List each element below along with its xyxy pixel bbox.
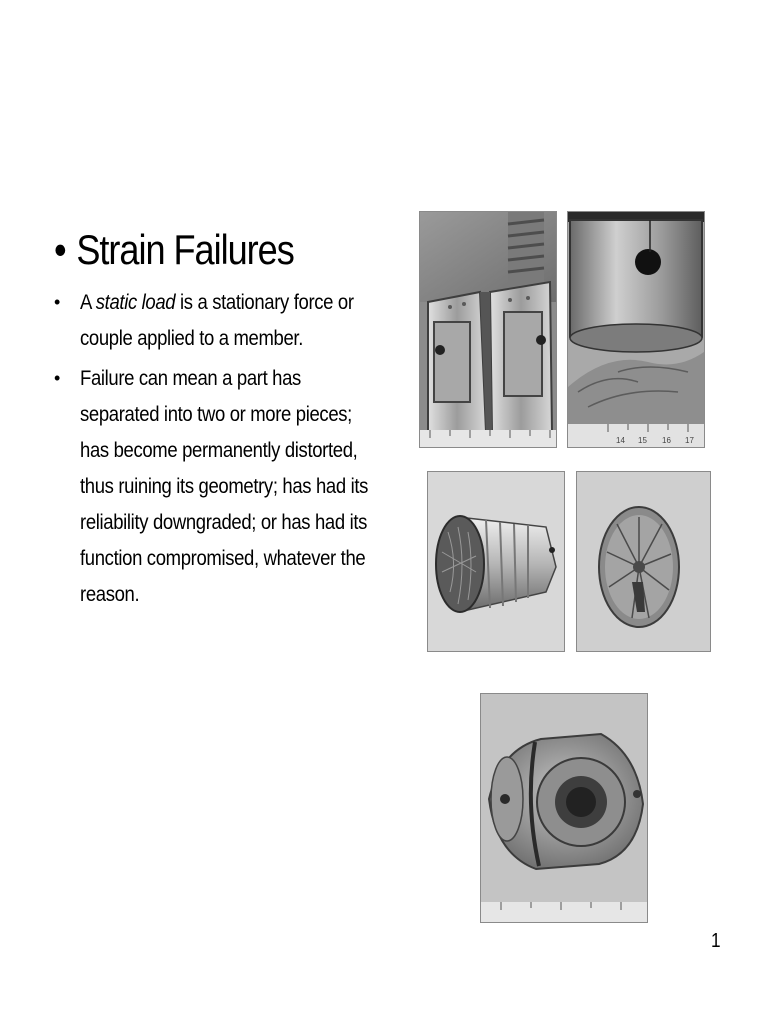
bullet-dot: •: [54, 292, 60, 312]
bullet-line: separated into two or more pieces;: [80, 402, 352, 426]
scale-label: 14: [616, 436, 625, 445]
page-number: 1: [711, 930, 721, 952]
bullet-failure-definition: [54, 360, 394, 612]
photo-fracture-face: [576, 471, 711, 652]
photo-fractured-clevis: [419, 211, 557, 448]
bullet-line: Failure can mean a part has: [80, 366, 301, 390]
title-bullet: •: [54, 226, 66, 273]
bullet-line: has become permanently distorted,: [80, 438, 358, 462]
bullet-line: reason.: [80, 582, 140, 606]
bullet-dot: •: [54, 368, 60, 388]
bullet-text: [80, 360, 368, 612]
photo-cracked-housing: [480, 693, 648, 923]
bullet-line: function compromised, whatever the: [80, 546, 366, 570]
bullet-line: reliability downgraded; or has had its: [80, 510, 368, 534]
scale-label: 17: [685, 436, 694, 445]
slide-title-row: [54, 224, 346, 276]
photo-splined-shaft: [427, 471, 565, 652]
slide-text: [54, 224, 394, 612]
scale-label: 15: [638, 436, 647, 445]
bullet-line: couple applied to a member.: [80, 326, 304, 350]
bullet-line: thus ruining its geometry; has had its: [80, 474, 369, 498]
bullet-line: A static load is a stationary force or: [80, 290, 354, 314]
emphasis-static-load: static load: [95, 290, 176, 314]
slide-title: Strain Failures: [76, 226, 294, 273]
scale-label: 16: [662, 436, 671, 445]
bullet-static-load: [54, 284, 394, 356]
photo-fractured-pin: [567, 211, 705, 448]
bullet-text: [80, 284, 354, 356]
